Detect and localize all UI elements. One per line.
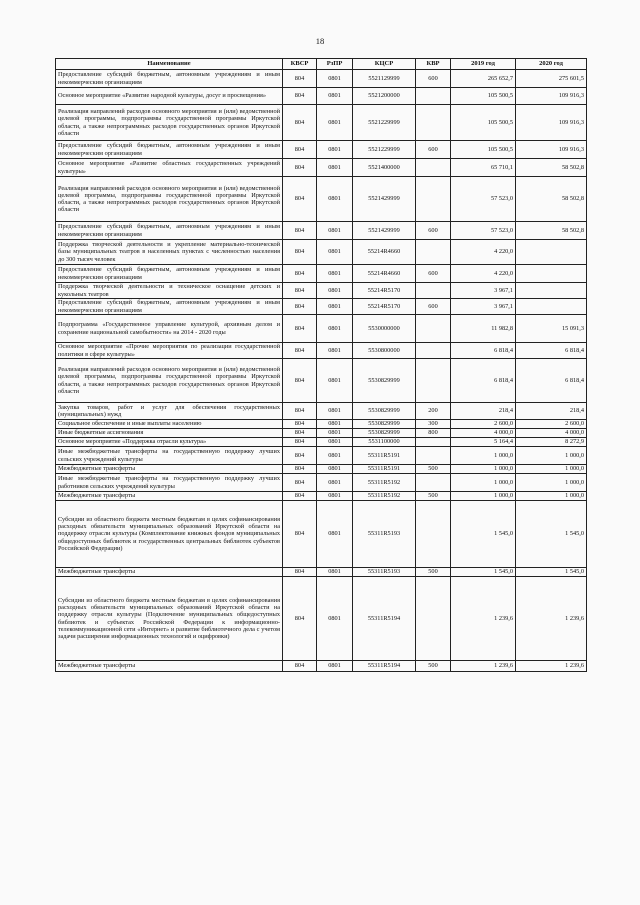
cell-name: Предоставление субсидий бюджетным, автономным учреждениям и иным некоммерческим организациям [56,299,283,315]
cell-kvr [416,577,451,661]
table-row [56,343,587,359]
cell-name: Предоставление субсидий бюджетным, автономным учреждениям и иным некоммерческим организациям [56,265,283,283]
cell-kvr: 600 [416,299,451,315]
cell-name: Межбюджетные трансферты [56,568,283,577]
cell-2020: 58 502,8 [516,177,587,222]
table-row [56,420,587,429]
cell-kcsr: 5530829999 [353,429,416,438]
table-row [56,240,587,265]
cell-2020: 1 000,0 [516,447,587,465]
cell-2019: 65 710,1 [451,159,516,177]
cell-name: Межбюджетные трансферты [56,465,283,474]
cell-2020: 218,4 [516,403,587,420]
cell-2019: 105 500,5 [451,88,516,105]
cell-kcsr: 55311R5192 [353,492,416,501]
cell-2020: 6 818,4 [516,343,587,359]
cell-name: Подпрограмма «Государственное управление культурой, архивным делом и сохранение национальной самобытности» на 2014 - 2020 годы [56,315,283,343]
cell-2019: 57 523,0 [451,222,516,240]
cell-name: Субсидии из областного бюджета местным бюджетам в целях софинансирования расходных обязательств муниципальных образований Иркутской области на поддержку отрасли культуры (Комплектование книжных фондов муниципальных общедоступных библиотек и государственных центральных библиотек субъектов Российской Федерации) [56,501,283,568]
cell-kcsr: 5521429999 [353,222,416,240]
cell-2019: 1 000,0 [451,474,516,492]
table-row [56,577,587,661]
cell-kvr: 500 [416,492,451,501]
table-body [56,70,587,672]
cell-rzpr: 0801 [317,159,353,177]
cell-rzpr: 0801 [317,105,353,141]
table-row [56,70,587,88]
cell-2020: 1 000,0 [516,474,587,492]
cell-kvr [416,177,451,222]
cell-2019: 1 000,0 [451,465,516,474]
cell-2020: 275 601,5 [516,70,587,88]
cell-2019: 5 164,4 [451,438,516,447]
cell-kcsr: 55214R5170 [353,299,416,315]
cell-2020: 109 916,3 [516,105,587,141]
cell-kvr [416,283,451,299]
cell-name: Предоставление субсидий бюджетным, автономным учреждениям и иным некоммерческим организациям [56,70,283,88]
cell-rzpr: 0801 [317,474,353,492]
cell-2020: 58 502,8 [516,222,587,240]
table-row [56,265,587,283]
cell-kvr: 800 [416,429,451,438]
cell-name: Реализация направлений расходов основного мероприятия и (или) ведомственной целевой программы, подпрограммы государственной программы Иркутской области, а также непрограммных расходов государственных органов Иркутской области [56,177,283,222]
table-row [56,501,587,568]
cell-2020: 1 239,6 [516,577,587,661]
cell-2019: 4 220,0 [451,240,516,265]
cell-rzpr: 0801 [317,315,353,343]
table-row [56,429,587,438]
cell-2020: 109 916,3 [516,88,587,105]
table-row [56,283,587,299]
cell-kvsr: 804 [283,343,317,359]
cell-2020: 1 000,0 [516,465,587,474]
table-row [56,474,587,492]
cell-kvsr: 804 [283,299,317,315]
cell-kvr [416,240,451,265]
cell-2020 [516,265,587,283]
cell-name: Поддержка творческой деятельности и техническое оснащение детских и кукольных театров [56,283,283,299]
cell-rzpr: 0801 [317,359,353,403]
cell-2019: 265 652,7 [451,70,516,88]
cell-2019: 4 220,0 [451,265,516,283]
cell-2019: 57 523,0 [451,177,516,222]
cell-rzpr: 0801 [317,403,353,420]
cell-rzpr: 0801 [317,222,353,240]
cell-kvr [416,447,451,465]
cell-kvr: 500 [416,661,451,672]
cell-2020: 1 000,0 [516,492,587,501]
cell-kvr [416,159,451,177]
cell-kcsr: 5530829999 [353,420,416,429]
cell-kcsr: 55214R5170 [353,283,416,299]
cell-kvsr: 804 [283,492,317,501]
cell-kvsr: 804 [283,568,317,577]
cell-name: Межбюджетные трансферты [56,661,283,672]
cell-kvsr: 804 [283,661,317,672]
cell-rzpr: 0801 [317,299,353,315]
cell-name: Основное мероприятие «Прочие мероприятия по реализации государственной политики в сфере культуры» [56,343,283,359]
cell-kcsr: 55311R5191 [353,465,416,474]
cell-kvsr: 804 [283,265,317,283]
cell-2019: 105 500,5 [451,105,516,141]
cell-name: Основное мероприятие «Поддержка отрасли культура» [56,438,283,447]
cell-name: Основное мероприятие «Развитие областных государственных учреждений культуры» [56,159,283,177]
cell-rzpr: 0801 [317,568,353,577]
cell-kcsr: 55311R5193 [353,568,416,577]
cell-name: Предоставление субсидий бюджетным, автономным учреждениям и иным некоммерческим организациям [56,141,283,159]
cell-rzpr: 0801 [317,141,353,159]
cell-kvsr: 804 [283,105,317,141]
cell-rzpr: 0801 [317,447,353,465]
header-kvr: КВР [416,59,451,70]
cell-kcsr: 55311R5194 [353,577,416,661]
cell-rzpr: 0801 [317,438,353,447]
cell-2019: 2 600,0 [451,420,516,429]
cell-kvr: 600 [416,141,451,159]
cell-kvr [416,359,451,403]
cell-kvsr: 804 [283,359,317,403]
cell-rzpr: 0801 [317,240,353,265]
cell-kcsr: 5521429999 [353,177,416,222]
cell-kvsr: 804 [283,403,317,420]
cell-2019: 1 000,0 [451,492,516,501]
table-row [56,141,587,159]
cell-name: Основное мероприятие «Развитие народной культуры, досуг и просвещения» [56,88,283,105]
cell-kcsr: 5530829999 [353,359,416,403]
table-row [56,359,587,403]
table-row [56,465,587,474]
cell-kvsr: 804 [283,577,317,661]
cell-2019: 1 545,0 [451,501,516,568]
cell-rzpr: 0801 [317,88,353,105]
cell-2020: 4 000,0 [516,429,587,438]
cell-rzpr: 0801 [317,70,353,88]
cell-2019: 1 000,0 [451,447,516,465]
cell-name: Иные межбюджетные трансферты на государственную поддержку лучших сельских учреждений культуры [56,447,283,465]
cell-2020: 15 091,3 [516,315,587,343]
cell-2020 [516,240,587,265]
cell-rzpr: 0801 [317,661,353,672]
cell-kvsr: 804 [283,420,317,429]
cell-2020 [516,299,587,315]
cell-kvr [416,105,451,141]
cell-kcsr: 55311R5191 [353,447,416,465]
cell-kvsr: 804 [283,177,317,222]
cell-rzpr: 0801 [317,343,353,359]
cell-kvr: 300 [416,420,451,429]
budget-table [55,58,587,672]
cell-2020: 2 600,0 [516,420,587,429]
cell-rzpr: 0801 [317,283,353,299]
cell-name: Реализация направлений расходов основного мероприятия и (или) ведомственной целевой программы, подпрограммы государственной программы Иркутской области, а также непрограммных расходов государственных органов Иркутской области [56,105,283,141]
table-row [56,403,587,420]
cell-2019: 105 500,5 [451,141,516,159]
cell-kvsr: 804 [283,465,317,474]
cell-rzpr: 0801 [317,501,353,568]
cell-kvr: 600 [416,222,451,240]
cell-kvsr: 804 [283,501,317,568]
cell-rzpr: 0801 [317,577,353,661]
cell-kcsr: 5531100000 [353,438,416,447]
header-name: Наименование [56,59,283,70]
cell-kvr [416,343,451,359]
cell-2020: 109 916,3 [516,141,587,159]
header-2019: 2019 год [451,59,516,70]
table-row [56,159,587,177]
table-row [56,447,587,465]
cell-2019: 218,4 [451,403,516,420]
cell-2019: 4 000,0 [451,429,516,438]
cell-rzpr: 0801 [317,265,353,283]
cell-name: Реализация направлений расходов основного мероприятия и (или) ведомственной целевой программы, подпрограммы государственной программы Иркутской области, а также непрограммных расходов государственных органов Иркутской области [56,359,283,403]
cell-kvsr: 804 [283,474,317,492]
cell-kvsr: 804 [283,429,317,438]
cell-2019: 6 818,4 [451,359,516,403]
cell-2020: 1 239,6 [516,661,587,672]
table-row [56,222,587,240]
cell-kvr: 600 [416,70,451,88]
cell-name: Межбюджетные трансферты [56,492,283,501]
cell-kvsr: 804 [283,447,317,465]
cell-name: Иные межбюджетные трансферты на государственную поддержку лучших работников сельских учреждений культуры [56,474,283,492]
cell-kcsr: 55311R5193 [353,501,416,568]
cell-kcsr: 5521200000 [353,88,416,105]
cell-2020 [516,283,587,299]
cell-2020: 58 502,8 [516,159,587,177]
cell-2020: 6 818,4 [516,359,587,403]
cell-rzpr: 0801 [317,492,353,501]
cell-kvsr: 804 [283,88,317,105]
cell-kvr [416,438,451,447]
cell-kcsr: 55311R5192 [353,474,416,492]
cell-rzpr: 0801 [317,465,353,474]
cell-kcsr: 5530000000 [353,315,416,343]
cell-kvsr: 804 [283,315,317,343]
page-number: 18 [315,36,325,46]
table-row [56,105,587,141]
cell-kvsr: 804 [283,240,317,265]
cell-kcsr: 5521129999 [353,70,416,88]
cell-kcsr: 5521229999 [353,105,416,141]
cell-rzpr: 0801 [317,429,353,438]
table-header-row [56,59,587,70]
cell-2020: 1 545,0 [516,568,587,577]
cell-kcsr: 5521400000 [353,159,416,177]
cell-kvsr: 804 [283,70,317,88]
cell-2019: 3 967,1 [451,299,516,315]
cell-kvr: 500 [416,568,451,577]
cell-kvr [416,474,451,492]
table-row [56,568,587,577]
cell-2020: 8 272,9 [516,438,587,447]
table-row [56,661,587,672]
cell-2019: 1 239,6 [451,577,516,661]
cell-rzpr: 0801 [317,177,353,222]
cell-kcsr: 5530829999 [353,403,416,420]
cell-kcsr: 55311R5194 [353,661,416,672]
cell-kcsr: 5521229999 [353,141,416,159]
cell-kvsr: 804 [283,438,317,447]
cell-rzpr: 0801 [317,420,353,429]
cell-2019: 3 967,1 [451,283,516,299]
cell-kvr [416,501,451,568]
cell-2019: 1 239,6 [451,661,516,672]
cell-2020: 1 545,0 [516,501,587,568]
table-row [56,299,587,315]
cell-2019: 11 982,8 [451,315,516,343]
table-row [56,88,587,105]
cell-kvsr: 804 [283,283,317,299]
header-2020: 2020 год [516,59,587,70]
cell-kcsr: 55214R4660 [353,265,416,283]
cell-name: Субсидии из областного бюджета местным бюджетам в целях софинансирования расходных обязательств муниципальных образований Иркутской области на поддержку отрасли культуры (Подключение муниципальных общедоступных библиотек и субъектах Российской Федерации к информационно-телекоммуникационной сети «Интернет» и развитие библиотечного дела с учетом задачи расширения информационных технологий и оцифровки) [56,577,283,661]
cell-kvsr: 804 [283,222,317,240]
cell-kvsr: 804 [283,159,317,177]
table-row [56,438,587,447]
table-row [56,177,587,222]
cell-kvsr: 804 [283,141,317,159]
cell-2019: 6 818,4 [451,343,516,359]
cell-kvr: 600 [416,265,451,283]
header-kcsr: КЦСР [353,59,416,70]
cell-name: Предоставление субсидий бюджетным, автономным учреждениям и иным некоммерческим организациям [56,222,283,240]
cell-name: Поддержка творческой деятельности и укрепление материально-технической базы муниципальных театров в населенных пунктах с численностью населения до 300 тысяч человек [56,240,283,265]
cell-kvr [416,88,451,105]
cell-kcsr: 55214R4660 [353,240,416,265]
cell-kvr [416,315,451,343]
table-row [56,492,587,501]
cell-name: Социальное обеспечение и иные выплаты населению [56,420,283,429]
table-row [56,315,587,343]
header-kvsr: КВСР [283,59,317,70]
header-rzpr: РзПР [317,59,353,70]
cell-kvr: 500 [416,465,451,474]
cell-name: Закупка товаров, работ и услуг для обеспечения государственных (муниципальных) нужд [56,403,283,420]
cell-2019: 1 545,0 [451,568,516,577]
cell-kvr: 200 [416,403,451,420]
cell-kcsr: 5530800000 [353,343,416,359]
cell-name: Иные бюджетные ассигнования [56,429,283,438]
